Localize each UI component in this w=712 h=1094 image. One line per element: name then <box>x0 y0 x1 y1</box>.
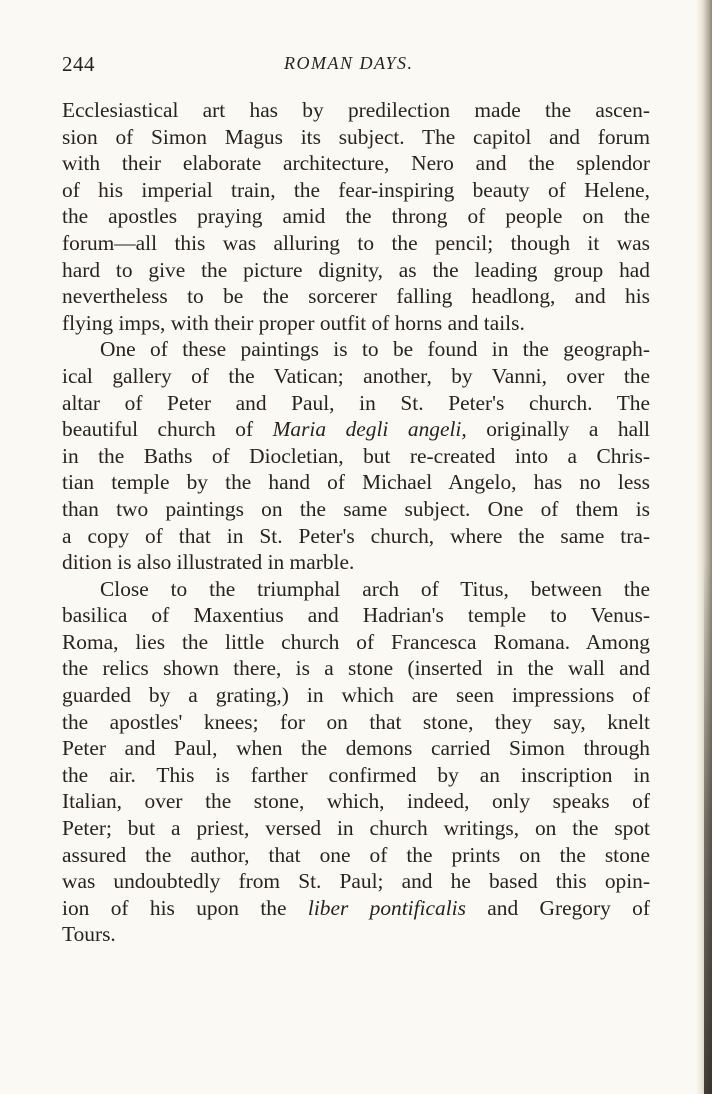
text-line: the apostles praying amid the throng of people on the <box>62 204 650 229</box>
text-line: dition is also illustrated in marble. <box>62 550 355 575</box>
text-line: nevertheless to be the sorcerer falling headlong, and his <box>62 284 650 309</box>
text-run: and Gregory of <box>465 895 650 920</box>
text-line: Roma, lies the little church of Francesca Romana. Among <box>62 629 650 654</box>
text-line: with their elaborate architecture, Nero and the splendor <box>62 151 650 176</box>
text-run: beautiful church of <box>62 417 273 442</box>
text-line: guarded by a grating,) in which are seen impressions of <box>62 683 650 708</box>
text-line: tian temple by the hand of Michael Angelo, has no less <box>62 470 650 495</box>
text-line: Ecclesiastical art has by predilection made the ascen- <box>62 98 650 122</box>
text-line: sion of Simon Magus its subject. The capitol and forum <box>62 124 650 149</box>
text-line: in the Baths of Diocletian, but re-created into a Chris- <box>62 443 650 468</box>
text-line: hard to give the picture dignity, as the leading group had <box>62 257 650 282</box>
text-line: altar of Peter and Paul, in St. Peter's church. The <box>62 390 650 415</box>
text-line: basilica of Maxentius and Hadrian's temple to Venus- <box>62 603 650 628</box>
page-number: 244 <box>62 52 95 76</box>
text-line: Close to the triumphal arch of Titus, between the <box>100 576 650 601</box>
text-line: the air. This is farther confirmed by an inscription in <box>62 762 650 787</box>
text-line: forum—all this was alluring to the pencil; though it was <box>62 230 650 255</box>
italic-title: Maria degli angeli, <box>272 417 467 442</box>
text-line: ical gallery of the Vatican; another, by Vanni, over the <box>62 363 650 388</box>
text-line: a copy of that in St. Peter's church, where the same tra- <box>62 523 650 548</box>
text-line: flying imps, with their proper outfit of horns and tails. <box>62 310 525 335</box>
text-line-mixed <box>62 895 650 922</box>
text-run: originally a hall <box>466 417 650 442</box>
text-line: Peter; but a priest, versed in church writings, on the spot <box>62 816 650 841</box>
text-line: the relics shown there, is a stone (inserted in the wall and <box>62 656 650 681</box>
page-header <box>62 52 648 88</box>
text-line: of his imperial train, the fear-inspiring beauty of Helene, <box>62 177 650 202</box>
text-line-mixed <box>62 416 650 443</box>
text-line: assured the author, that one of the prints on the stone <box>62 842 650 867</box>
running-head: ROMAN DAYS. <box>284 53 414 73</box>
text-run: ion of his upon the <box>62 895 308 920</box>
text-line: was undoubtedly from St. Paul; and he based this opin- <box>62 869 650 894</box>
body-text <box>62 97 650 948</box>
text-line: Peter and Paul, when the demons carried Simon through <box>62 736 650 761</box>
text-line: the apostles' knees; for on that stone, they say, knelt <box>62 709 650 734</box>
text-line: Italian, over the stone, which, indeed, only speaks of <box>62 789 650 814</box>
text-line: than two paintings on the same subject. One of them is <box>62 496 650 521</box>
italic-title: liber pontificalis <box>307 895 466 920</box>
text-line: One of these paintings is to be found in the geograph- <box>100 337 650 362</box>
text-line: Tours. <box>62 922 116 947</box>
page-edge-dark <box>704 560 712 1094</box>
